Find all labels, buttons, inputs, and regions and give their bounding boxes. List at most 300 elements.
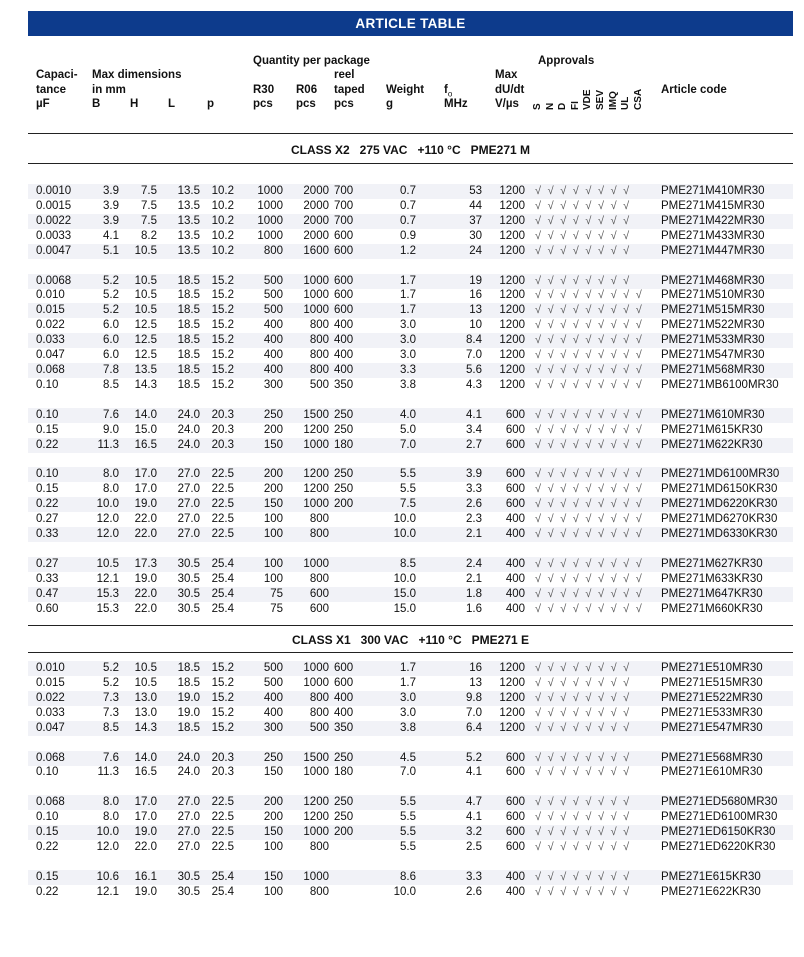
- check-icon: √: [623, 662, 630, 674]
- cell-weight: 3.0: [400, 319, 416, 332]
- check-icon: √: [597, 557, 605, 570]
- approval-checks: [535, 557, 648, 572]
- header-approvals: Approvals: [538, 55, 595, 67]
- check-icon: √: [535, 334, 542, 347]
- cell-dudt: 1200: [499, 304, 525, 317]
- cell-capacitance: 0.22: [36, 438, 59, 451]
- cell-qty-r06: 800: [309, 349, 329, 361]
- cell-dim-l: 30.5: [177, 557, 200, 570]
- cell-dim-l: 18.5: [177, 289, 200, 302]
- article-table-title: ARTICLE TABLE: [28, 11, 793, 36]
- check-icon: √: [610, 244, 617, 257]
- cell-qty-r30: 500: [263, 289, 283, 302]
- cell-article-code: PME271ED6100MR30: [661, 811, 778, 824]
- check-icon: √: [635, 528, 642, 540]
- cell-dudt: 400: [505, 587, 525, 600]
- cell-dim-p: 25.4: [211, 587, 234, 600]
- cell-dim-p: 22.5: [211, 841, 234, 853]
- header-max: Max: [495, 69, 518, 81]
- check-icon: √: [623, 214, 630, 227]
- table-row: [28, 810, 793, 825]
- check-icon: √: [535, 423, 542, 436]
- cell-dim-p: 22.5: [211, 513, 234, 526]
- cell-weight: 3.8: [400, 378, 416, 391]
- check-icon: √: [623, 483, 630, 496]
- cell-capacitance: 0.22: [36, 885, 59, 898]
- cell-dim-h: 14.0: [134, 408, 157, 421]
- check-icon: √: [597, 483, 605, 496]
- check-icon: √: [572, 438, 579, 451]
- check-icon: √: [535, 289, 542, 302]
- check-icon: √: [585, 841, 592, 853]
- cell-dim-p: 22.5: [211, 826, 234, 839]
- cell-capacitance: 0.15: [36, 870, 59, 883]
- cell-qty-r06: 800: [309, 528, 329, 540]
- table-row: [28, 825, 793, 840]
- cell-qty-r30: 200: [263, 796, 283, 809]
- check-icon: √: [635, 483, 642, 496]
- table-row: [28, 214, 793, 229]
- check-icon: √: [623, 199, 630, 212]
- header-capacitance-1: Capaci-: [36, 69, 78, 81]
- check-icon: √: [585, 602, 592, 615]
- check-icon: √: [560, 513, 567, 526]
- check-icon: √: [547, 662, 554, 674]
- check-icon: √: [635, 572, 642, 585]
- cell-capacitance: 0.015: [36, 676, 65, 689]
- cell-article-code: PME271M622KR30: [661, 438, 763, 451]
- check-icon: √: [585, 438, 592, 451]
- check-icon: √: [623, 721, 630, 734]
- cell-dudt: 1200: [499, 319, 525, 332]
- cell-qty-reel: 600: [334, 274, 354, 287]
- cell-qty-r06: 1200: [303, 468, 329, 481]
- check-icon: √: [560, 811, 567, 824]
- cell-weight: 10.0: [393, 528, 416, 540]
- cell-dim-l: 24.0: [177, 766, 200, 779]
- cell-qty-reel: 700: [334, 214, 354, 227]
- cell-qty-r30: 250: [263, 751, 283, 764]
- check-icon: √: [635, 468, 642, 481]
- cell-dim-p: 15.2: [211, 289, 234, 302]
- cell-dim-b: 12.0: [96, 528, 119, 540]
- cell-f0: 16: [469, 289, 482, 302]
- check-icon: √: [572, 199, 579, 212]
- cell-dim-b: 5.2: [103, 274, 119, 287]
- cell-dim-p: 22.5: [211, 796, 234, 809]
- check-icon: √: [623, 513, 630, 526]
- check-icon: √: [623, 378, 630, 391]
- cell-dudt: 600: [505, 841, 525, 853]
- check-icon: √: [572, 483, 579, 496]
- cell-weight: 4.0: [400, 408, 416, 421]
- section-rule-bottom: [28, 163, 793, 164]
- check-icon: √: [610, 363, 617, 376]
- approval-label-vde: VDE: [582, 89, 594, 110]
- cell-dim-h: 13.0: [134, 706, 157, 719]
- check-icon: √: [547, 363, 554, 376]
- approval-checks: [535, 348, 648, 363]
- cell-article-code: PME271MD6150KR30: [661, 483, 778, 496]
- cell-capacitance: 0.010: [36, 662, 65, 674]
- cell-weight: 15.0: [393, 587, 416, 600]
- cell-qty-reel: 400: [334, 319, 354, 332]
- cell-qty-r06: 1200: [303, 423, 329, 436]
- check-icon: √: [560, 885, 567, 898]
- cell-qty-reel: 600: [334, 289, 354, 302]
- check-icon: √: [597, 304, 605, 317]
- check-icon: √: [535, 408, 542, 421]
- check-icon: √: [623, 691, 630, 704]
- cell-dim-p: 15.2: [211, 721, 234, 734]
- check-icon: √: [535, 766, 542, 779]
- check-icon: √: [635, 349, 642, 361]
- cell-dudt: 600: [505, 811, 525, 824]
- cell-dim-h: 14.0: [134, 751, 157, 764]
- check-icon: √: [597, 572, 605, 585]
- check-icon: √: [610, 766, 617, 779]
- cell-qty-r06: 1000: [303, 557, 329, 570]
- cell-dudt: 600: [505, 766, 525, 779]
- check-icon: √: [535, 513, 542, 526]
- check-icon: √: [547, 408, 554, 421]
- check-icon: √: [572, 274, 579, 287]
- check-icon: √: [535, 676, 542, 689]
- cell-article-code: PME271E533MR30: [661, 706, 763, 719]
- approval-checks: [535, 214, 636, 229]
- cell-f0: 4.1: [466, 766, 482, 779]
- check-icon: √: [585, 751, 592, 764]
- check-icon: √: [547, 587, 554, 600]
- check-icon: √: [635, 363, 642, 376]
- cell-capacitance: 0.068: [36, 363, 65, 376]
- cell-qty-r30: 1000: [257, 185, 283, 197]
- cell-dim-h: 22.0: [134, 587, 157, 600]
- table-row: [28, 587, 793, 602]
- cell-dim-h: 22.0: [134, 513, 157, 526]
- check-icon: √: [610, 513, 617, 526]
- cell-weight: 3.0: [400, 691, 416, 704]
- check-icon: √: [560, 676, 567, 689]
- cell-qty-r06: 1000: [303, 438, 329, 451]
- cell-weight: 5.5: [400, 796, 416, 809]
- cell-qty-r30: 500: [263, 662, 283, 674]
- cell-f0: 1.8: [466, 587, 482, 600]
- cell-dim-h: 17.0: [134, 483, 157, 496]
- cell-dim-p: 20.3: [211, 766, 234, 779]
- approval-checks: [535, 497, 648, 512]
- check-icon: √: [597, 349, 605, 361]
- cell-qty-reel: 700: [334, 185, 354, 197]
- cell-qty-r06: 1000: [303, 826, 329, 839]
- cell-qty-reel: 600: [334, 662, 354, 674]
- cell-dim-p: 15.2: [211, 662, 234, 674]
- cell-weight: 5.5: [400, 841, 416, 853]
- check-icon: √: [547, 498, 554, 511]
- cell-f0: 16: [469, 662, 482, 674]
- cell-dim-b: 9.0: [103, 423, 119, 436]
- check-icon: √: [547, 349, 554, 361]
- table-row: [28, 199, 793, 214]
- header-max-dimensions: Max dimensions: [92, 69, 182, 81]
- cell-dim-l: 24.0: [177, 408, 200, 421]
- cell-article-code: PME271E510MR30: [661, 662, 763, 674]
- check-icon: √: [597, 423, 605, 436]
- cell-capacitance: 0.047: [36, 721, 65, 734]
- cell-dim-p: 10.2: [211, 229, 234, 242]
- approval-checks: [535, 840, 636, 855]
- check-icon: √: [610, 572, 617, 585]
- section-rule-top: [28, 133, 793, 134]
- check-icon: √: [560, 214, 567, 227]
- check-icon: √: [535, 468, 542, 481]
- cell-qty-r30: 100: [263, 557, 283, 570]
- cell-weight: 3.8: [400, 721, 416, 734]
- approval-checks: [535, 408, 648, 423]
- cell-qty-r06: 1000: [303, 498, 329, 511]
- cell-qty-r06: 1600: [303, 244, 329, 257]
- check-icon: √: [572, 319, 579, 332]
- cell-dudt: 600: [505, 408, 525, 421]
- cell-f0: 2.3: [466, 513, 482, 526]
- cell-dim-b: 5.1: [103, 244, 119, 257]
- cell-qty-reel: 180: [334, 766, 354, 779]
- cell-dudt: 1200: [499, 706, 525, 719]
- cell-qty-reel: 700: [334, 199, 354, 212]
- cell-qty-r30: 300: [263, 378, 283, 391]
- check-icon: √: [572, 468, 579, 481]
- check-icon: √: [623, 528, 630, 540]
- check-icon: √: [623, 244, 630, 257]
- cell-dim-b: 8.5: [103, 378, 119, 391]
- cell-f0: 8.4: [466, 334, 482, 347]
- cell-article-code: PME271M422MR30: [661, 214, 765, 227]
- approval-label-d: D: [557, 102, 569, 110]
- cell-f0: 4.1: [466, 811, 482, 824]
- approval-checks: [535, 423, 648, 438]
- cell-dim-h: 17.3: [134, 557, 157, 570]
- cell-weight: 0.7: [400, 185, 416, 197]
- cell-dim-b: 12.1: [96, 885, 119, 898]
- approval-checks: [535, 602, 648, 617]
- check-icon: √: [597, 378, 605, 391]
- check-icon: √: [572, 513, 579, 526]
- check-icon: √: [572, 676, 579, 689]
- cell-qty-r30: 800: [263, 244, 283, 257]
- cell-article-code: PME271M522MR30: [661, 319, 765, 332]
- check-icon: √: [547, 378, 554, 391]
- check-icon: √: [597, 274, 605, 287]
- check-icon: √: [585, 885, 592, 898]
- check-icon: √: [585, 408, 592, 421]
- cell-dim-p: 15.2: [211, 349, 234, 361]
- cell-dudt: 1200: [499, 199, 525, 212]
- cell-dim-p: 20.3: [211, 423, 234, 436]
- check-icon: √: [560, 304, 567, 317]
- check-icon: √: [610, 557, 617, 570]
- check-icon: √: [623, 811, 630, 824]
- cell-f0: 2.6: [466, 498, 482, 511]
- check-icon: √: [560, 557, 567, 570]
- check-icon: √: [535, 826, 542, 839]
- cell-dim-p: 25.4: [211, 885, 234, 898]
- check-icon: √: [610, 811, 617, 824]
- cell-weight: 3.0: [400, 706, 416, 719]
- check-icon: √: [623, 423, 630, 436]
- check-icon: √: [623, 319, 630, 332]
- approval-checks: [535, 229, 636, 244]
- cell-dim-l: 24.0: [177, 438, 200, 451]
- check-icon: √: [560, 289, 567, 302]
- cell-dim-b: 15.3: [96, 587, 119, 600]
- cell-dim-b: 8.0: [103, 811, 119, 824]
- check-icon: √: [585, 811, 592, 824]
- check-icon: √: [610, 274, 617, 287]
- check-icon: √: [610, 483, 617, 496]
- check-icon: √: [535, 483, 542, 496]
- cell-f0: 9.8: [466, 691, 482, 704]
- cell-qty-r30: 1000: [257, 214, 283, 227]
- check-icon: √: [635, 587, 642, 600]
- cell-dim-p: 10.2: [211, 244, 234, 257]
- cell-weight: 5.5: [400, 468, 416, 481]
- check-icon: √: [572, 796, 579, 809]
- check-icon: √: [572, 349, 579, 361]
- check-icon: √: [623, 885, 630, 898]
- header-f0-sub: o: [447, 89, 453, 99]
- cell-qty-r30: 500: [263, 274, 283, 287]
- cell-qty-r06: 800: [309, 334, 329, 347]
- cell-dim-b: 7.6: [103, 751, 119, 764]
- cell-dudt: 600: [505, 468, 525, 481]
- check-icon: √: [535, 378, 542, 391]
- check-icon: √: [597, 229, 605, 242]
- cell-qty-reel: 400: [334, 706, 354, 719]
- check-icon: √: [572, 528, 579, 540]
- cell-dim-b: 8.0: [103, 796, 119, 809]
- approval-checks: [535, 244, 636, 259]
- cell-weight: 1.7: [400, 676, 416, 689]
- check-icon: √: [572, 766, 579, 779]
- check-icon: √: [547, 483, 554, 496]
- header-dim-b: B: [92, 98, 101, 110]
- cell-dim-b: 10.0: [96, 498, 119, 511]
- cell-dim-p: 22.5: [211, 528, 234, 540]
- check-icon: √: [585, 766, 592, 779]
- check-icon: √: [535, 572, 542, 585]
- cell-article-code: PME271M660KR30: [661, 602, 763, 615]
- check-icon: √: [547, 528, 554, 540]
- check-icon: √: [585, 483, 592, 496]
- check-icon: √: [585, 229, 592, 242]
- approval-checks: [535, 572, 648, 587]
- check-icon: √: [610, 528, 617, 540]
- cell-qty-reel: 250: [334, 751, 354, 764]
- table-row: [28, 497, 793, 512]
- check-icon: √: [535, 214, 542, 227]
- check-icon: √: [597, 244, 605, 257]
- check-icon: √: [597, 513, 605, 526]
- check-icon: √: [547, 721, 554, 734]
- cell-qty-r30: 150: [263, 870, 283, 883]
- cell-dim-b: 10.6: [96, 870, 119, 883]
- cell-article-code: PME271E547MR30: [661, 721, 763, 734]
- check-icon: √: [547, 572, 554, 585]
- cell-weight: 10.0: [393, 572, 416, 585]
- cell-dim-l: 13.5: [177, 199, 200, 212]
- check-icon: √: [597, 438, 605, 451]
- check-icon: √: [635, 602, 642, 615]
- cell-dim-h: 12.5: [134, 349, 157, 361]
- check-icon: √: [597, 721, 605, 734]
- cell-dim-l: 13.5: [177, 229, 200, 242]
- check-icon: √: [572, 289, 579, 302]
- approval-checks: [535, 303, 648, 318]
- cell-dim-l: 18.5: [177, 378, 200, 391]
- approval-checks: [535, 676, 636, 691]
- cell-capacitance: 0.0015: [36, 199, 72, 212]
- cell-qty-reel: 400: [334, 363, 354, 376]
- check-icon: √: [547, 244, 554, 257]
- cell-dim-l: 18.5: [177, 274, 200, 287]
- check-icon: √: [635, 408, 642, 421]
- cell-dim-h: 12.5: [134, 319, 157, 332]
- cell-dim-h: 10.5: [134, 289, 157, 302]
- check-icon: √: [547, 468, 554, 481]
- check-icon: √: [572, 498, 579, 511]
- check-icon: √: [572, 378, 579, 391]
- table-row: [28, 348, 793, 363]
- cell-qty-r06: 2000: [303, 199, 329, 212]
- cell-dudt: 600: [505, 423, 525, 436]
- cell-qty-reel: 600: [334, 229, 354, 242]
- approval-checks: [535, 363, 648, 378]
- cell-dim-h: 19.0: [134, 826, 157, 839]
- header-reel: reel: [334, 69, 355, 81]
- check-icon: √: [535, 274, 542, 287]
- cell-f0: 3.3: [466, 870, 482, 883]
- cell-dim-b: 8.0: [103, 468, 119, 481]
- cell-dim-b: 6.0: [103, 349, 119, 361]
- cell-capacitance: 0.15: [36, 423, 59, 436]
- check-icon: √: [572, 721, 579, 734]
- cell-qty-r30: 100: [263, 572, 283, 585]
- cell-article-code: PME271MD6220KR30: [661, 498, 778, 511]
- approval-label-n: N: [544, 102, 556, 110]
- cell-qty-r30: 200: [263, 483, 283, 496]
- table-row: [28, 661, 793, 676]
- approval-checks: [535, 288, 648, 303]
- check-icon: √: [560, 423, 567, 436]
- cell-dim-b: 10.0: [96, 826, 119, 839]
- check-icon: √: [610, 662, 617, 674]
- cell-dim-b: 12.0: [96, 513, 119, 526]
- approval-checks: [535, 751, 636, 766]
- check-icon: √: [610, 885, 617, 898]
- check-icon: √: [560, 826, 567, 839]
- table-row: [28, 885, 793, 900]
- check-icon: √: [547, 557, 554, 570]
- header-article-code: Article code: [661, 84, 727, 96]
- approval-checks: [535, 438, 648, 453]
- check-icon: √: [572, 662, 579, 674]
- check-icon: √: [560, 572, 567, 585]
- check-icon: √: [572, 751, 579, 764]
- cell-capacitance: 0.15: [36, 826, 59, 839]
- approval-checks: [535, 587, 648, 602]
- check-icon: √: [572, 691, 579, 704]
- check-icon: √: [560, 468, 567, 481]
